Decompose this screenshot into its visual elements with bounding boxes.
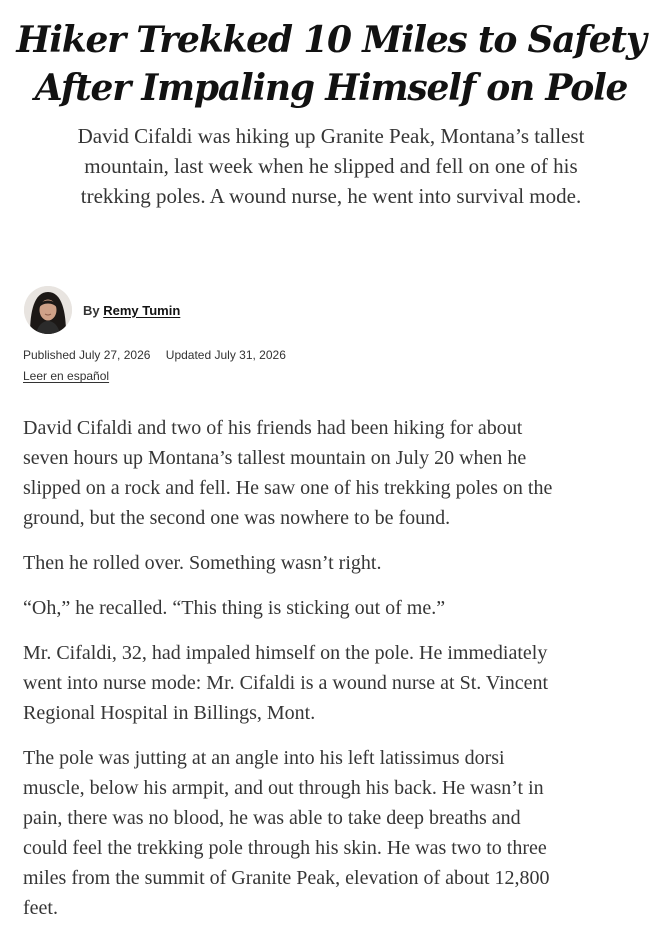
paragraph-line: ground, but the second one was nowhere to be found. [23,507,451,529]
article-paragraph [23,638,638,728]
paragraph-line: Regional Hospital in Billings, Mont. [23,702,316,724]
headline-line: After Impaling Himself on Pole [34,67,628,109]
article-paragraph [23,548,638,578]
published-date: Published July 27, 2026 [23,348,151,362]
paragraph-line: David Cifaldi and two of his friends had been hiking for about [23,417,523,439]
paragraph-line: went into nurse mode: Mr. Cifaldi is a wound nurse at St. Vincent [23,672,549,694]
article-body [23,413,638,938]
article-summary [30,121,632,211]
paragraph-line: Mr. Cifaldi, 32, had impaled himself on the pole. He immediately [23,642,548,664]
paragraph-line: feet. [23,897,58,919]
updated-date: Updated July 31, 2026 [165,348,286,362]
author-link[interactable]: Remy Tumin [103,302,181,318]
paragraph-line: muscle, below his armpit, and out through his back. He wasn’t in [23,777,544,799]
paragraph-line: slipped on a rock and fell. He saw one of his trekking poles on the [23,477,553,499]
summary-line: trekking poles. A wound nurse, he went into survival mode. [80,184,582,208]
author-avatar[interactable] [24,286,72,334]
byline-prefix: By [83,302,100,318]
spanish-language-link[interactable]: Leer en español [23,369,110,383]
byline [24,286,180,334]
article-dates [23,348,286,362]
article-paragraph [23,593,638,623]
paragraph-line: could feel the trekking pole through his skin. He was two to three [23,837,547,859]
paragraph-line: “Oh,” he recalled. “This thing is sticking out of me.” [23,597,446,619]
author-portrait-icon [24,286,72,334]
paragraph-line: pain, there was no blood, he was able to take deep breaths and [23,807,521,829]
summary-line: mountain, last week when he slipped and fell on one of his [84,154,578,178]
paragraph-line: seven hours up Montana’s tallest mountain on July 20 when he [23,447,527,469]
paragraph-line: The pole was jutting at an angle into his left latissimus dorsi [23,747,505,769]
article-paragraph [23,743,638,923]
paragraph-line: Then he rolled over. Something wasn’t right. [23,552,382,574]
paragraph-line: miles from the summit of Granite Peak, elevation of about 12,800 [23,867,550,889]
summary-line: David Cifaldi was hiking up Granite Peak, Montana’s tallest [77,124,585,148]
article-paragraph [23,413,638,533]
article-headline [0,16,662,112]
byline-text [83,303,180,318]
headline-line: Hiker Trekked 10 Miles to Safety [16,19,646,61]
